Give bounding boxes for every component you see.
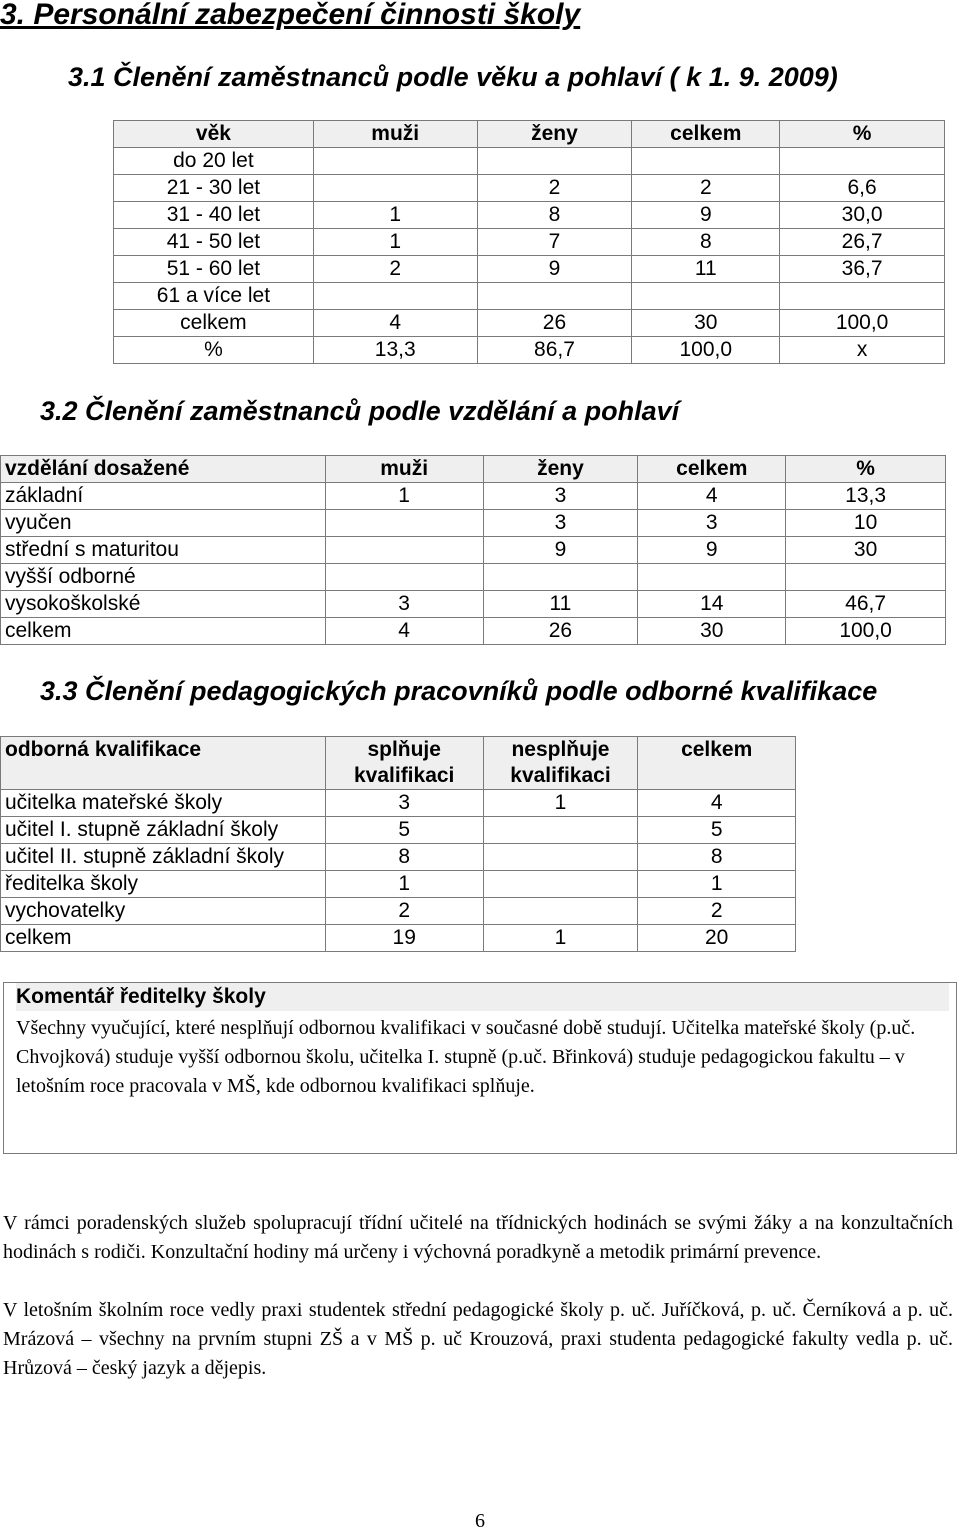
table-cell xyxy=(325,537,483,564)
table-cell xyxy=(786,564,946,591)
table-cell: 19 xyxy=(325,925,483,952)
table-cell xyxy=(780,283,945,310)
table-cell: celkem xyxy=(114,310,314,337)
header-cell: ženy xyxy=(477,121,632,148)
table-cell: 11 xyxy=(632,256,780,283)
table-cell: 9 xyxy=(477,256,632,283)
table-cell: 13,3 xyxy=(786,483,946,510)
director-comment-title: Komentář ředitelky školy xyxy=(16,983,949,1011)
header-cell: % xyxy=(780,121,945,148)
table-cell: 1 xyxy=(638,871,796,898)
table-cell xyxy=(313,283,477,310)
table-row xyxy=(1,537,946,564)
table-cell xyxy=(638,564,786,591)
table-cell: 2 xyxy=(313,256,477,283)
table-cell: 30,0 xyxy=(780,202,945,229)
table-cell: 11 xyxy=(483,591,638,618)
table-cell: 6,6 xyxy=(780,175,945,202)
section-title-age-gender: 3.1 Členění zaměstnanců podle věku a pohlaví ( k 1. 9. 2009) xyxy=(68,62,838,92)
table-cell: 4 xyxy=(638,790,796,817)
table-cell: 36,7 xyxy=(780,256,945,283)
table-cell: 1 xyxy=(325,483,483,510)
table-cell: učitel II. stupně základní školy xyxy=(1,844,326,871)
header-cell: muži xyxy=(313,121,477,148)
table-cell: 21 - 30 let xyxy=(114,175,314,202)
table-cell: 10 xyxy=(786,510,946,537)
table-row xyxy=(114,310,945,337)
table-cell: 4 xyxy=(313,310,477,337)
table-cell: 1 xyxy=(483,925,638,952)
header-cell: vzdělání dosažené xyxy=(1,456,326,483)
table-cell xyxy=(313,148,477,175)
table-cell: 61 a více let xyxy=(114,283,314,310)
table-header-row xyxy=(114,121,945,148)
header-cell: věk xyxy=(114,121,314,148)
table-cell: 3 xyxy=(325,591,483,618)
table-cell: do 20 let xyxy=(114,148,314,175)
table-cell: vyšší odborné xyxy=(1,564,326,591)
table-cell: 2 xyxy=(325,898,483,925)
table-cell: 9 xyxy=(638,537,786,564)
table-cell: 30 xyxy=(786,537,946,564)
section-title-qualification: 3.3 Členění pedagogických pracovníků podle odborné kvalifikace xyxy=(40,676,878,706)
table-cell: vysokoškolské xyxy=(1,591,326,618)
table-cell: 1 xyxy=(325,871,483,898)
table-cell: celkem xyxy=(1,618,326,645)
table-cell xyxy=(632,283,780,310)
table-row xyxy=(114,148,945,175)
table-cell xyxy=(325,564,483,591)
table-cell: 30 xyxy=(632,310,780,337)
table-cell: vychovatelky xyxy=(1,898,326,925)
table-cell: 46,7 xyxy=(786,591,946,618)
table-cell: 2 xyxy=(632,175,780,202)
header-cell: celkem xyxy=(638,737,796,790)
table-cell: 4 xyxy=(325,618,483,645)
table-education xyxy=(0,455,946,645)
table-cell: 26,7 xyxy=(780,229,945,256)
table-cell: 8 xyxy=(477,202,632,229)
table-cell xyxy=(780,148,945,175)
table-age-gender xyxy=(113,120,945,364)
table-cell: 41 - 50 let xyxy=(114,229,314,256)
header-cell: ženy xyxy=(483,456,638,483)
table-cell xyxy=(325,510,483,537)
table-row xyxy=(114,202,945,229)
table-cell: 5 xyxy=(638,817,796,844)
table-row xyxy=(1,871,796,898)
table-cell xyxy=(477,148,632,175)
table-row xyxy=(114,256,945,283)
table-cell: 4 xyxy=(638,483,786,510)
table-cell: 1 xyxy=(313,229,477,256)
table-cell: ředitelka školy xyxy=(1,871,326,898)
table-row xyxy=(114,175,945,202)
table-cell: 9 xyxy=(632,202,780,229)
header-cell: celkem xyxy=(638,456,786,483)
table-cell: 86,7 xyxy=(477,337,632,364)
table-cell xyxy=(483,817,638,844)
table-cell: učitel I. stupně základní školy xyxy=(1,817,326,844)
table-row xyxy=(1,591,946,618)
header-cell: % xyxy=(786,456,946,483)
table-cell: 100,0 xyxy=(632,337,780,364)
table-cell: 2 xyxy=(477,175,632,202)
table-cell: 8 xyxy=(325,844,483,871)
table-row xyxy=(1,510,946,537)
table-cell: střední s maturitou xyxy=(1,537,326,564)
table-row xyxy=(1,925,796,952)
table-row xyxy=(1,898,796,925)
section-title-education: 3.2 Členění zaměstnanců podle vzdělání a pohlaví xyxy=(40,396,680,426)
table-cell xyxy=(483,871,638,898)
table-cell: 7 xyxy=(477,229,632,256)
table-header-row xyxy=(1,737,796,790)
table-cell: 3 xyxy=(325,790,483,817)
header-cell: splňuje kvalifikaci xyxy=(325,737,483,790)
table-cell: 20 xyxy=(638,925,796,952)
table-row xyxy=(1,790,796,817)
paragraph-counseling: V rámci poradenských služeb spolupracují třídní učitelé na třídnických hodinách se svými žáky a na konzultačních hodinách s rodiči. Konzultační hodiny má určeny i výchovná poradkyně a metodik primární prevence. xyxy=(3,1212,953,1263)
table-row xyxy=(1,564,946,591)
header-cell: muži xyxy=(325,456,483,483)
table-row xyxy=(1,618,946,645)
table-cell: 100,0 xyxy=(780,310,945,337)
table-cell: 100,0 xyxy=(786,618,946,645)
table-qualification xyxy=(0,736,796,952)
table-cell: 51 - 60 let xyxy=(114,256,314,283)
table-cell: 1 xyxy=(313,202,477,229)
table-cell: 5 xyxy=(325,817,483,844)
table-cell: 13,3 xyxy=(313,337,477,364)
table-cell: 26 xyxy=(477,310,632,337)
table-cell: 3 xyxy=(483,510,638,537)
table-cell: 1 xyxy=(483,790,638,817)
table-cell: 30 xyxy=(638,618,786,645)
table-cell xyxy=(477,283,632,310)
table-cell: 2 xyxy=(638,898,796,925)
table-cell xyxy=(483,844,638,871)
table-cell: celkem xyxy=(1,925,326,952)
table-cell xyxy=(483,564,638,591)
table-cell: vyučen xyxy=(1,510,326,537)
table-cell: 3 xyxy=(638,510,786,537)
table-cell: % xyxy=(114,337,314,364)
table-cell xyxy=(483,898,638,925)
table-row xyxy=(114,283,945,310)
table-cell: 31 - 40 let xyxy=(114,202,314,229)
table-cell: 14 xyxy=(638,591,786,618)
director-comment-box xyxy=(3,982,957,1154)
header-cell: nesplňuje kvalifikaci xyxy=(483,737,638,790)
page-heading: 3. Personální zabezpečení činnosti školy xyxy=(0,0,581,31)
table-cell: 9 xyxy=(483,537,638,564)
table-row xyxy=(1,483,946,510)
table-cell: 26 xyxy=(483,618,638,645)
table-cell: 8 xyxy=(638,844,796,871)
header-cell: odborná kvalifikace xyxy=(1,737,326,790)
table-header-row xyxy=(1,456,946,483)
header-cell: celkem xyxy=(632,121,780,148)
page-number: 6 xyxy=(475,1510,485,1532)
table-cell: učitelka mateřské školy xyxy=(1,790,326,817)
table-cell: x xyxy=(780,337,945,364)
table-cell: základní xyxy=(1,483,326,510)
table-cell: 8 xyxy=(632,229,780,256)
table-row xyxy=(114,337,945,364)
director-comment-text: Všechny vyučující, které nesplňují odbornou kvalifikaci v současné době studují. Učitelka mateřské školy (p.uč. Chvojková) studuje vyšší odbornou školu, učitelka I. stupně (p.uč. Břinková) studuje pedagogickou fakultu – v letošním roce pracovala v MŠ, kde odbornou kvalifikaci splňuje. xyxy=(16,1017,916,1097)
table-cell xyxy=(632,148,780,175)
table-cell: 3 xyxy=(483,483,638,510)
table-row xyxy=(1,817,796,844)
table-cell xyxy=(313,175,477,202)
table-row xyxy=(114,229,945,256)
paragraph-practice: V letošním školním roce vedly praxi studentek střední pedagogické školy p. uč. Juříčková, p. uč. Černíková a p. uč. Mrázová – všechny na prvním stupni ZŠ a v MŠ p. uč Krouzová, praxi studenta pedagogické fakulty vedla p. uč. Hrůzová – český jazyk a dějepis. xyxy=(3,1299,953,1379)
table-row xyxy=(1,844,796,871)
